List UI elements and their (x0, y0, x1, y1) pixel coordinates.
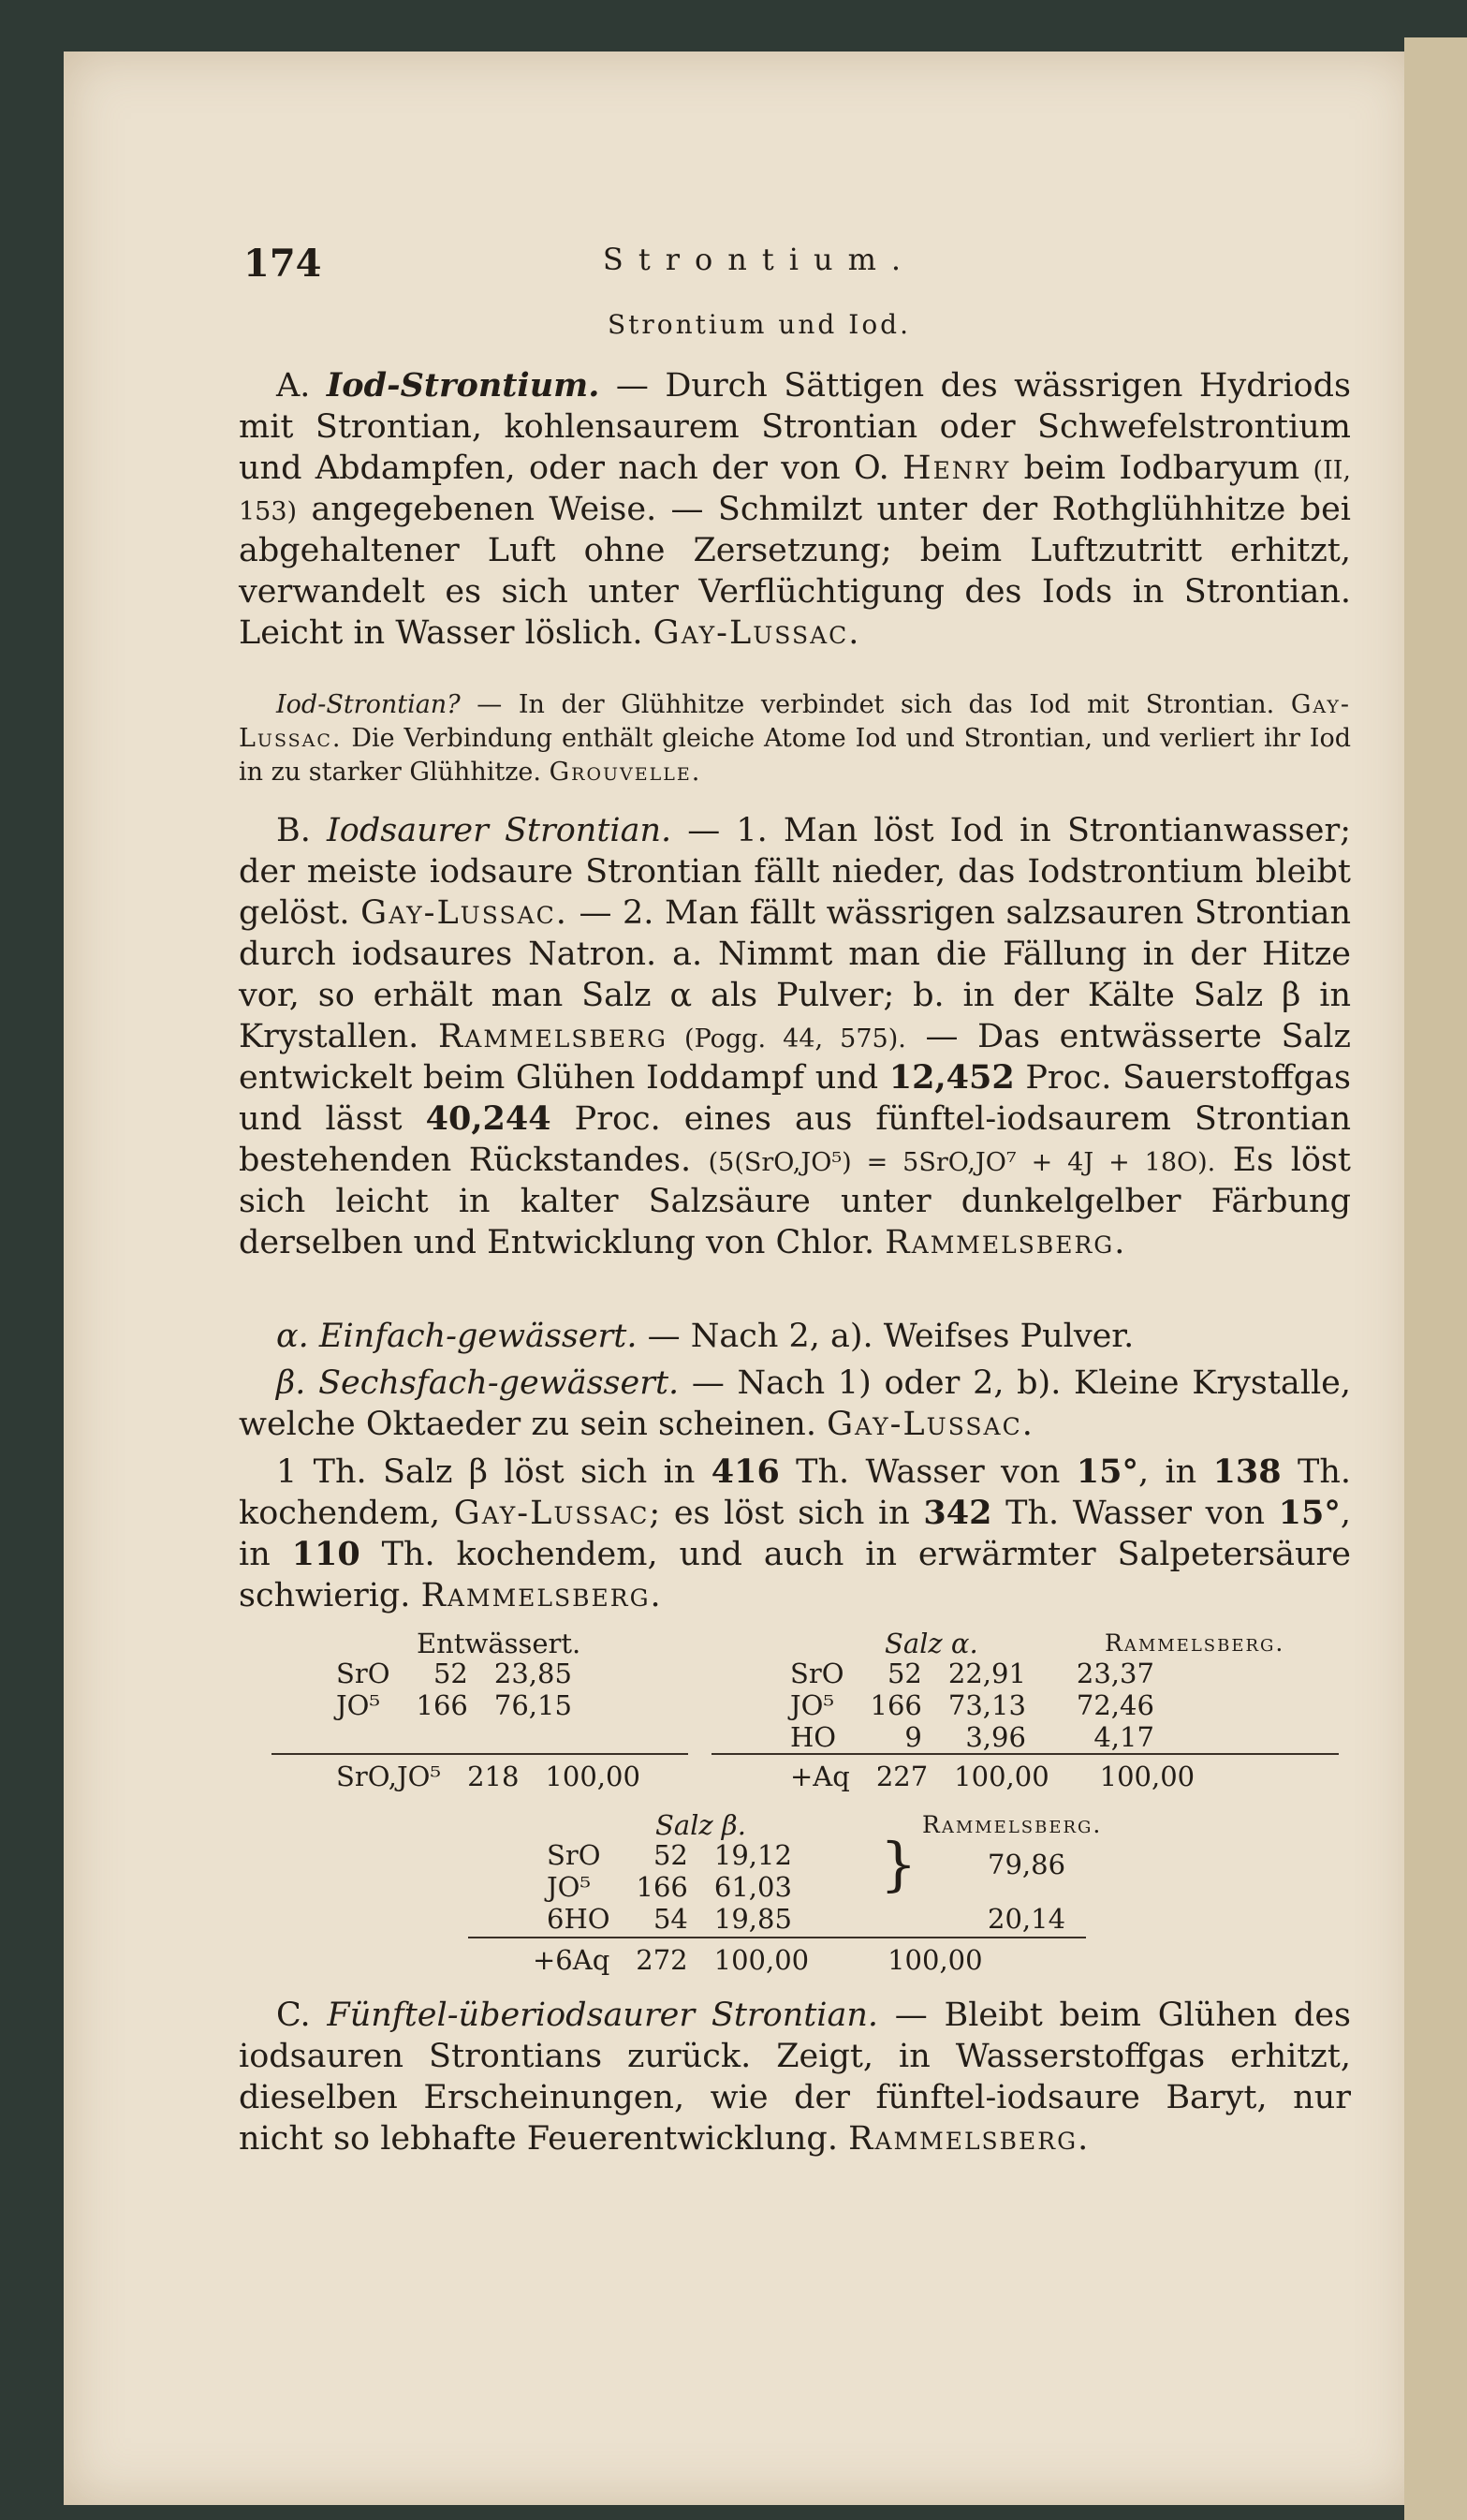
table-row (777, 1658, 1167, 1689)
para-text: — Nach 1) oder 2, b). Kleine Krystalle, welche Oktaeder zu sein scheinen. (239, 1364, 1351, 1443)
value: 15° (1076, 1452, 1139, 1491)
table-cell: 52 (653, 1839, 688, 1871)
author-name: Gay-Lussac. (827, 1406, 1034, 1443)
para-label: β. (276, 1364, 306, 1402)
page-edge (1404, 37, 1467, 2520)
note-heading: Iod-Strontian? (276, 690, 461, 719)
table-cell: JO⁵ (336, 1689, 381, 1721)
para-text: — Das entwässerte Salz entwickelt beim Glühen Ioddampf und (239, 1018, 1352, 1097)
table-row (777, 1761, 1208, 1792)
table-cell: SrO (547, 1839, 601, 1871)
value: 40,244 (425, 1099, 551, 1138)
table-cell: 23,85 (493, 1658, 572, 1689)
para-heading: Einfach-gewässert. (318, 1318, 638, 1355)
table-cell: 166 (870, 1689, 922, 1721)
table-cell: 73,13 (947, 1689, 1026, 1721)
page-number: 174 (243, 242, 322, 286)
value: 138 (1212, 1452, 1282, 1491)
table-header: Entwässert. (417, 1628, 581, 1659)
table-row (323, 1658, 585, 1689)
table-row (534, 1839, 805, 1871)
table-header: Rammelsberg. (1105, 1629, 1285, 1657)
para-text: — Nach 2, a). Weifses Pulver. (637, 1318, 1135, 1355)
table-cell: 100,00 (1099, 1761, 1196, 1792)
para-text: , in (239, 1495, 1351, 1573)
table-header: Salz α. (885, 1628, 978, 1659)
table-beta-total (520, 1944, 996, 1976)
para-text: Th. kochendem, (239, 1453, 1352, 1532)
table-cell: 100,00 (888, 1944, 983, 1976)
table-cell: +Aq (790, 1761, 850, 1792)
paragraph-iodsaurer-strontian (239, 810, 1351, 1263)
para-text: — 2. Man fällt wässrigen salzsauren Strontian durch iodsaures Natron. a. Nimmt man die Fällung in der Hitze vor, so erhält man Salz α als Pulver; b. in der Kälte Salz β in Krystallen. (239, 894, 1351, 1055)
table-rule (711, 1753, 1339, 1755)
para-text: angegebenen Weise. — Schmilzt unter der Rothglühhitze bei abgehaltener Luft ohne Zersetzung; beim Luftzutritt erhitzt, verwandelt es sich unter Verflüchtigung des Iods in Strontian. Leicht in Wasser löslich. (239, 491, 1351, 652)
table-cell: 218 (467, 1761, 520, 1792)
table-cell: 61,03 (713, 1871, 792, 1903)
table-cell: 19,85 (713, 1903, 792, 1935)
table-cell: 100,00 (713, 1944, 810, 1976)
para-heading: Iod-Strontium. (326, 366, 600, 405)
table-row (323, 1761, 653, 1792)
table-cell: 54 (653, 1903, 688, 1935)
author-name: Gay-Lussac. (653, 614, 861, 652)
para-label: A. (276, 367, 311, 405)
paragraph-beta-solubility (239, 1452, 1351, 1616)
table-cell: HO (790, 1721, 837, 1753)
para-text: Th. Wasser von (991, 1495, 1279, 1532)
note-text: Die Verbindung enthält gleiche Atome Iod und Strontian, und verliert ihr Iod in zu starker Glühhitze. (239, 724, 1351, 787)
para-text: — 1. Man löst Iod in Strontianwasser; der meiste iodsaure Strontian fällt nieder, das Iodstrontium bleibt gelöst. (239, 812, 1351, 932)
table-cell: 166 (636, 1871, 688, 1903)
table-cell: 272 (636, 1944, 688, 1976)
table-header: Salz β. (655, 1809, 746, 1841)
table-cell: 6HO (547, 1903, 610, 1935)
note-text: — In der Glühhitze verbindet sich das Iod mit Strontian. (460, 690, 1291, 719)
para-text: Th. kochendem, und auch in erwärmter Salpetersäure schwierig. (239, 1536, 1351, 1614)
reference: (Pogg. 44, 575). (667, 1024, 906, 1054)
table-row (534, 1871, 805, 1903)
table-salz-alpha-total (777, 1761, 1208, 1792)
table-cell: JO⁵ (790, 1689, 835, 1721)
section-title: Strontium und Iod. (607, 309, 912, 340)
para-text: Es löst sich leicht in kalter Salzsäure unter dunkelgelber Färbung derselben und Entwicklung von Chlor. (239, 1142, 1351, 1261)
para-heading: Fünftel-überiodsaurer Strontian. (327, 1997, 879, 2034)
paragraph-alpha (239, 1316, 1351, 1357)
paragraph-iod-strontium (239, 365, 1351, 654)
table-cell: 9 (904, 1721, 922, 1753)
table-cell: JO⁵ (547, 1871, 592, 1903)
para-text: Proc. eines aus fünftel-iodsaurem Strontian bestehenden Rückstandes. (239, 1100, 1351, 1179)
value: 12,452 (888, 1058, 1015, 1097)
table-cell: 19,12 (713, 1839, 792, 1871)
para-text: , in (1138, 1453, 1213, 1491)
table-cell: 72,46 (1076, 1689, 1154, 1721)
para-label: C. (276, 1997, 311, 2034)
table-cell: 100,00 (954, 1761, 1049, 1792)
para-label: α. (276, 1318, 309, 1355)
table-cell: 52 (887, 1658, 922, 1689)
table-cell: +6Aq (533, 1944, 610, 1976)
table-cell: 227 (875, 1761, 929, 1792)
table-cell: SrO (336, 1658, 390, 1689)
para-label: B. (276, 812, 311, 849)
para-text: ; es löst sich in (649, 1495, 924, 1532)
author-name: Rammelsberg. (420, 1577, 663, 1614)
para-text: 1 Th. Salz β löst sich in (276, 1453, 711, 1491)
table-cell: 52 (433, 1658, 468, 1689)
table-cell: 100,00 (545, 1761, 640, 1792)
para-text: beim Iodbaryum (1010, 449, 1313, 487)
table-row (777, 1689, 1167, 1721)
table-rule (468, 1937, 1086, 1938)
table-header: Rammelsberg. (922, 1811, 1103, 1838)
value: 416 (711, 1452, 780, 1491)
table-left (323, 1658, 585, 1721)
para-heading: Sechsfach-gewässert. (318, 1364, 680, 1402)
author-name: Gay-Lussac (453, 1495, 650, 1532)
table-left-total (323, 1761, 653, 1792)
table-rule (271, 1753, 688, 1755)
author-name: Gay-Lussac. (360, 894, 568, 932)
author-name: Rammelsberg. (848, 2120, 1091, 2158)
value: 110 (291, 1535, 360, 1573)
para-text: — Durch Sättigen des wässrigen Hydriods mit Strontian, kohlensaurem Strontian oder Schwefelstrontium und Abdampfen, oder nach der von O. (239, 367, 1351, 487)
table-cell: 166 (416, 1689, 468, 1721)
para-heading: Iodsaurer Strontian. (326, 812, 672, 849)
paragraph-beta (239, 1363, 1351, 1445)
table-cell: 76,15 (493, 1689, 572, 1721)
table-row (323, 1689, 585, 1721)
para-text: Proc. Sauerstoffgas und lässt (239, 1059, 1352, 1138)
author-name: Henry (902, 449, 1011, 487)
table-brace: } (880, 1830, 917, 1898)
table-cell: 3,96 (965, 1721, 1026, 1753)
reference: (II, 153) (239, 456, 1351, 526)
author-name: Rammelsberg (437, 1018, 667, 1055)
paragraph-fuenftel-ueberiodsaurer (239, 1995, 1351, 2159)
para-text: — Bleibt beim Glühen des iodsauren Strontians zurück. Zeigt, in Wasserstoffgas erhitzt, dieselben Erscheinungen, wie der fünftel-iodsaure Baryt, nur nicht so lebhafte Feuerentwicklung. (239, 1997, 1351, 2158)
running-head: Strontium. (602, 242, 917, 277)
table-cell: 79,86 (988, 1849, 1066, 1880)
table-row (534, 1903, 805, 1935)
table-cell: 23,37 (1076, 1658, 1154, 1689)
table-row (777, 1721, 1167, 1753)
formula: (5(SrO,JO⁵) = 5SrO,JO⁷ + 4J + 18O). (708, 1148, 1216, 1177)
table-cell: 20,14 (988, 1903, 1066, 1935)
author-name: Gay-Lussac. (239, 690, 1351, 753)
table-cell: 22,91 (947, 1658, 1026, 1689)
note-iod-strontian (239, 688, 1351, 789)
table-beta-rows (534, 1839, 805, 1935)
para-text: Th. Wasser von (779, 1453, 1077, 1491)
table-cell: SrO (790, 1658, 844, 1689)
table-salz-alpha (777, 1658, 1167, 1753)
table-cell: SrO,JO⁵ (336, 1761, 442, 1792)
author-name: Grouvelle. (549, 758, 702, 787)
table-cell: 4,17 (1093, 1721, 1154, 1753)
table-row (520, 1944, 996, 1976)
author-name: Rammelsberg. (885, 1224, 1127, 1261)
value: 342 (923, 1494, 992, 1532)
value: 15° (1278, 1494, 1341, 1532)
page-header (170, 242, 1348, 288)
